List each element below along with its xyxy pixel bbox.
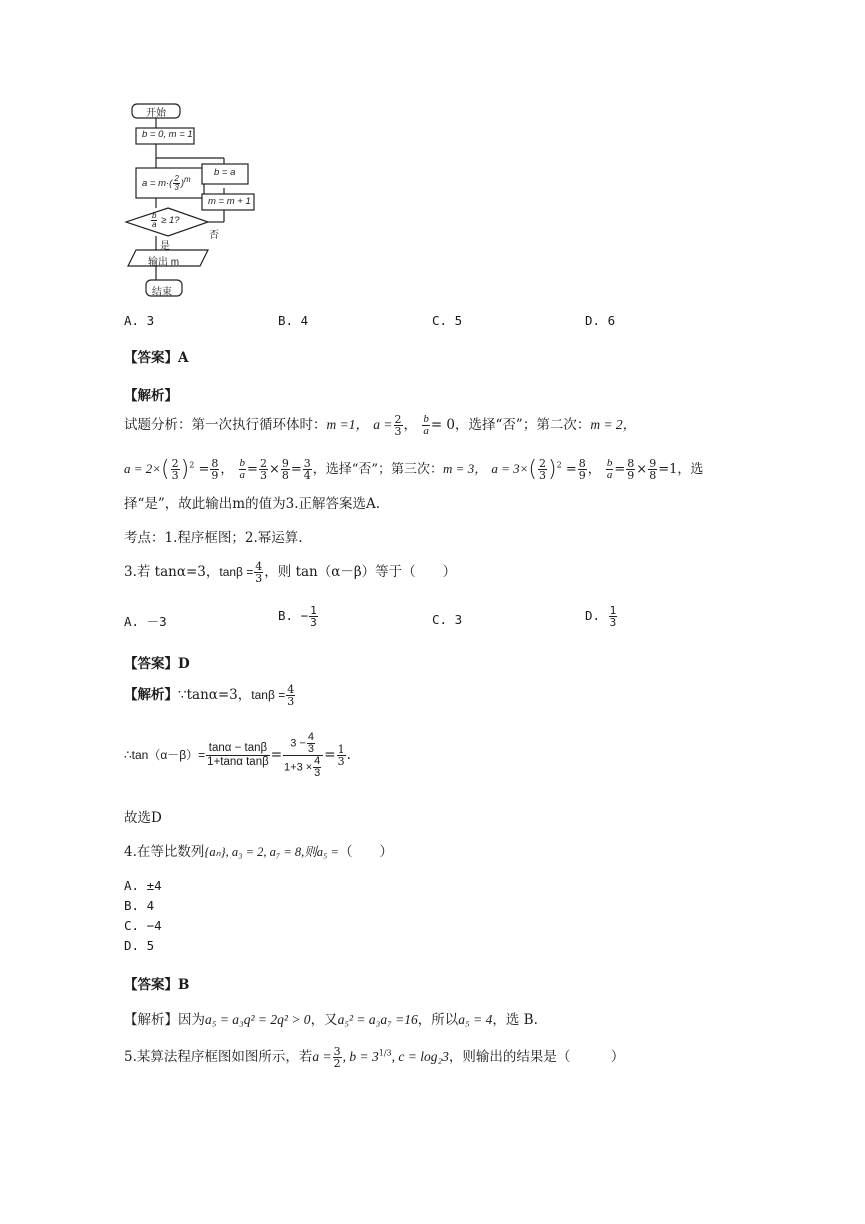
flowchart-no: 否 (209, 230, 219, 241)
q4-stem: 4.在等比数列{aₙ}, a₃ = 2, a₇ = 8,则a₅ =（ ） (124, 844, 393, 860)
q2-analysis-label: 【解析】 (124, 388, 178, 404)
q3-answer: 【答案】D (124, 656, 190, 672)
q2-option-c: C. 5 (432, 313, 463, 328)
q2-option-d: D. 6 (585, 313, 616, 328)
flowchart-yes: 是 (160, 241, 170, 252)
q3-option-c: C. 3 (432, 612, 463, 627)
flowchart-start: 开始 (146, 108, 166, 119)
q2-option-b: B. 4 (278, 313, 309, 328)
flowchart-b-eq-a: b = a (214, 167, 236, 178)
q4-option-c: C. −4 (124, 918, 162, 933)
q3-stem: 3.若 tanα=3，tanβ = $\frac{4}{3}$ ，则 tan（α－β）等于（ ） (124, 560, 457, 585)
flowchart (118, 92, 278, 302)
q2-analysis-line1: 试题分析：第一次执行循环体时：m =1， a = $\frac{2}{3}$ ， $\frac{b}{a}$ = 0，选择“否”；第二次：m = 2， (124, 413, 637, 438)
q4-option-b: B. 4 (124, 898, 155, 913)
q3-option-d: D. $\frac{1}{3}$ (585, 604, 617, 629)
q4-option-a: A. ±4 (124, 878, 162, 893)
q2-option-a: A. 3 (124, 313, 155, 328)
q2-kaodian: 考点：1.程序框图；2.幂运算. (124, 530, 303, 546)
q5-stem: 5.某算法程序框图如图所示，若a = $\frac{3}{2}$ , $b = 3^{1/3}$, c = log₂3，则输出的结果是（ ） (124, 1045, 625, 1070)
q3-xuan: 故选D (124, 810, 162, 826)
q3-derivation: ∴tan（α－β）= $\frac{\tan\alpha - \tan\beta}{\text{1+tanα tanβ}}$ = 3 − $\frac{4}{3}$ 1+3 × $\frac{4}{3}$ = $\frac{1}{3}$ . (124, 731, 351, 779)
q2-analysis-line2: a = 2×( $\frac{2}{3}$ )$^2$ = $\frac{8}{9}$ ， $\frac{b}{a}$ = $\frac{2}{3}$ × $\frac{9}{8}$ = $\frac{3}{4}$ ，选择“否”；第三次：m = 3， a = 3×( $\frac{2}{3}$ )$^2$ = $\frac{8}{9}$ ， $\frac{b}{a}$ = $\frac{8}{9}$ × $\frac{9}{8}$ =1，选 (124, 457, 704, 482)
q2-analysis-line3: 择“是”，故此输出m的值为3.正解答案选A. (124, 496, 381, 512)
flowchart-m-inc: m = m + 1 (208, 196, 251, 207)
q4-option-d: D. 5 (124, 938, 155, 953)
flowchart-init: b = 0, m = 1 (142, 129, 193, 140)
q4-jiexi: 【解析】因为a₅ = a₃q² = 2q² > 0，又a₅² = a₃a₇ =16，所以a₅ = 4，选 B. (124, 1012, 538, 1028)
q3-option-a: A. －3 (124, 614, 167, 629)
flowchart-output: 输出 m (148, 257, 180, 268)
q2-answer: 【答案】A (124, 350, 189, 366)
q4-answer: 【答案】B (124, 977, 190, 993)
flowchart-end: 结束 (152, 287, 172, 298)
q3-option-b: B. − $\frac{1}{3}$ (278, 604, 317, 629)
flowchart-assign-a: a = m·( $\frac{2}{3}$ )$^m$ (142, 174, 191, 193)
q3-jiexi: 【解析】∵tanα=3，tanβ = $\frac{4}{3}$ (124, 683, 295, 708)
flowchart-condition: $\frac{b}{a}$ ≥ 1? (152, 211, 180, 229)
